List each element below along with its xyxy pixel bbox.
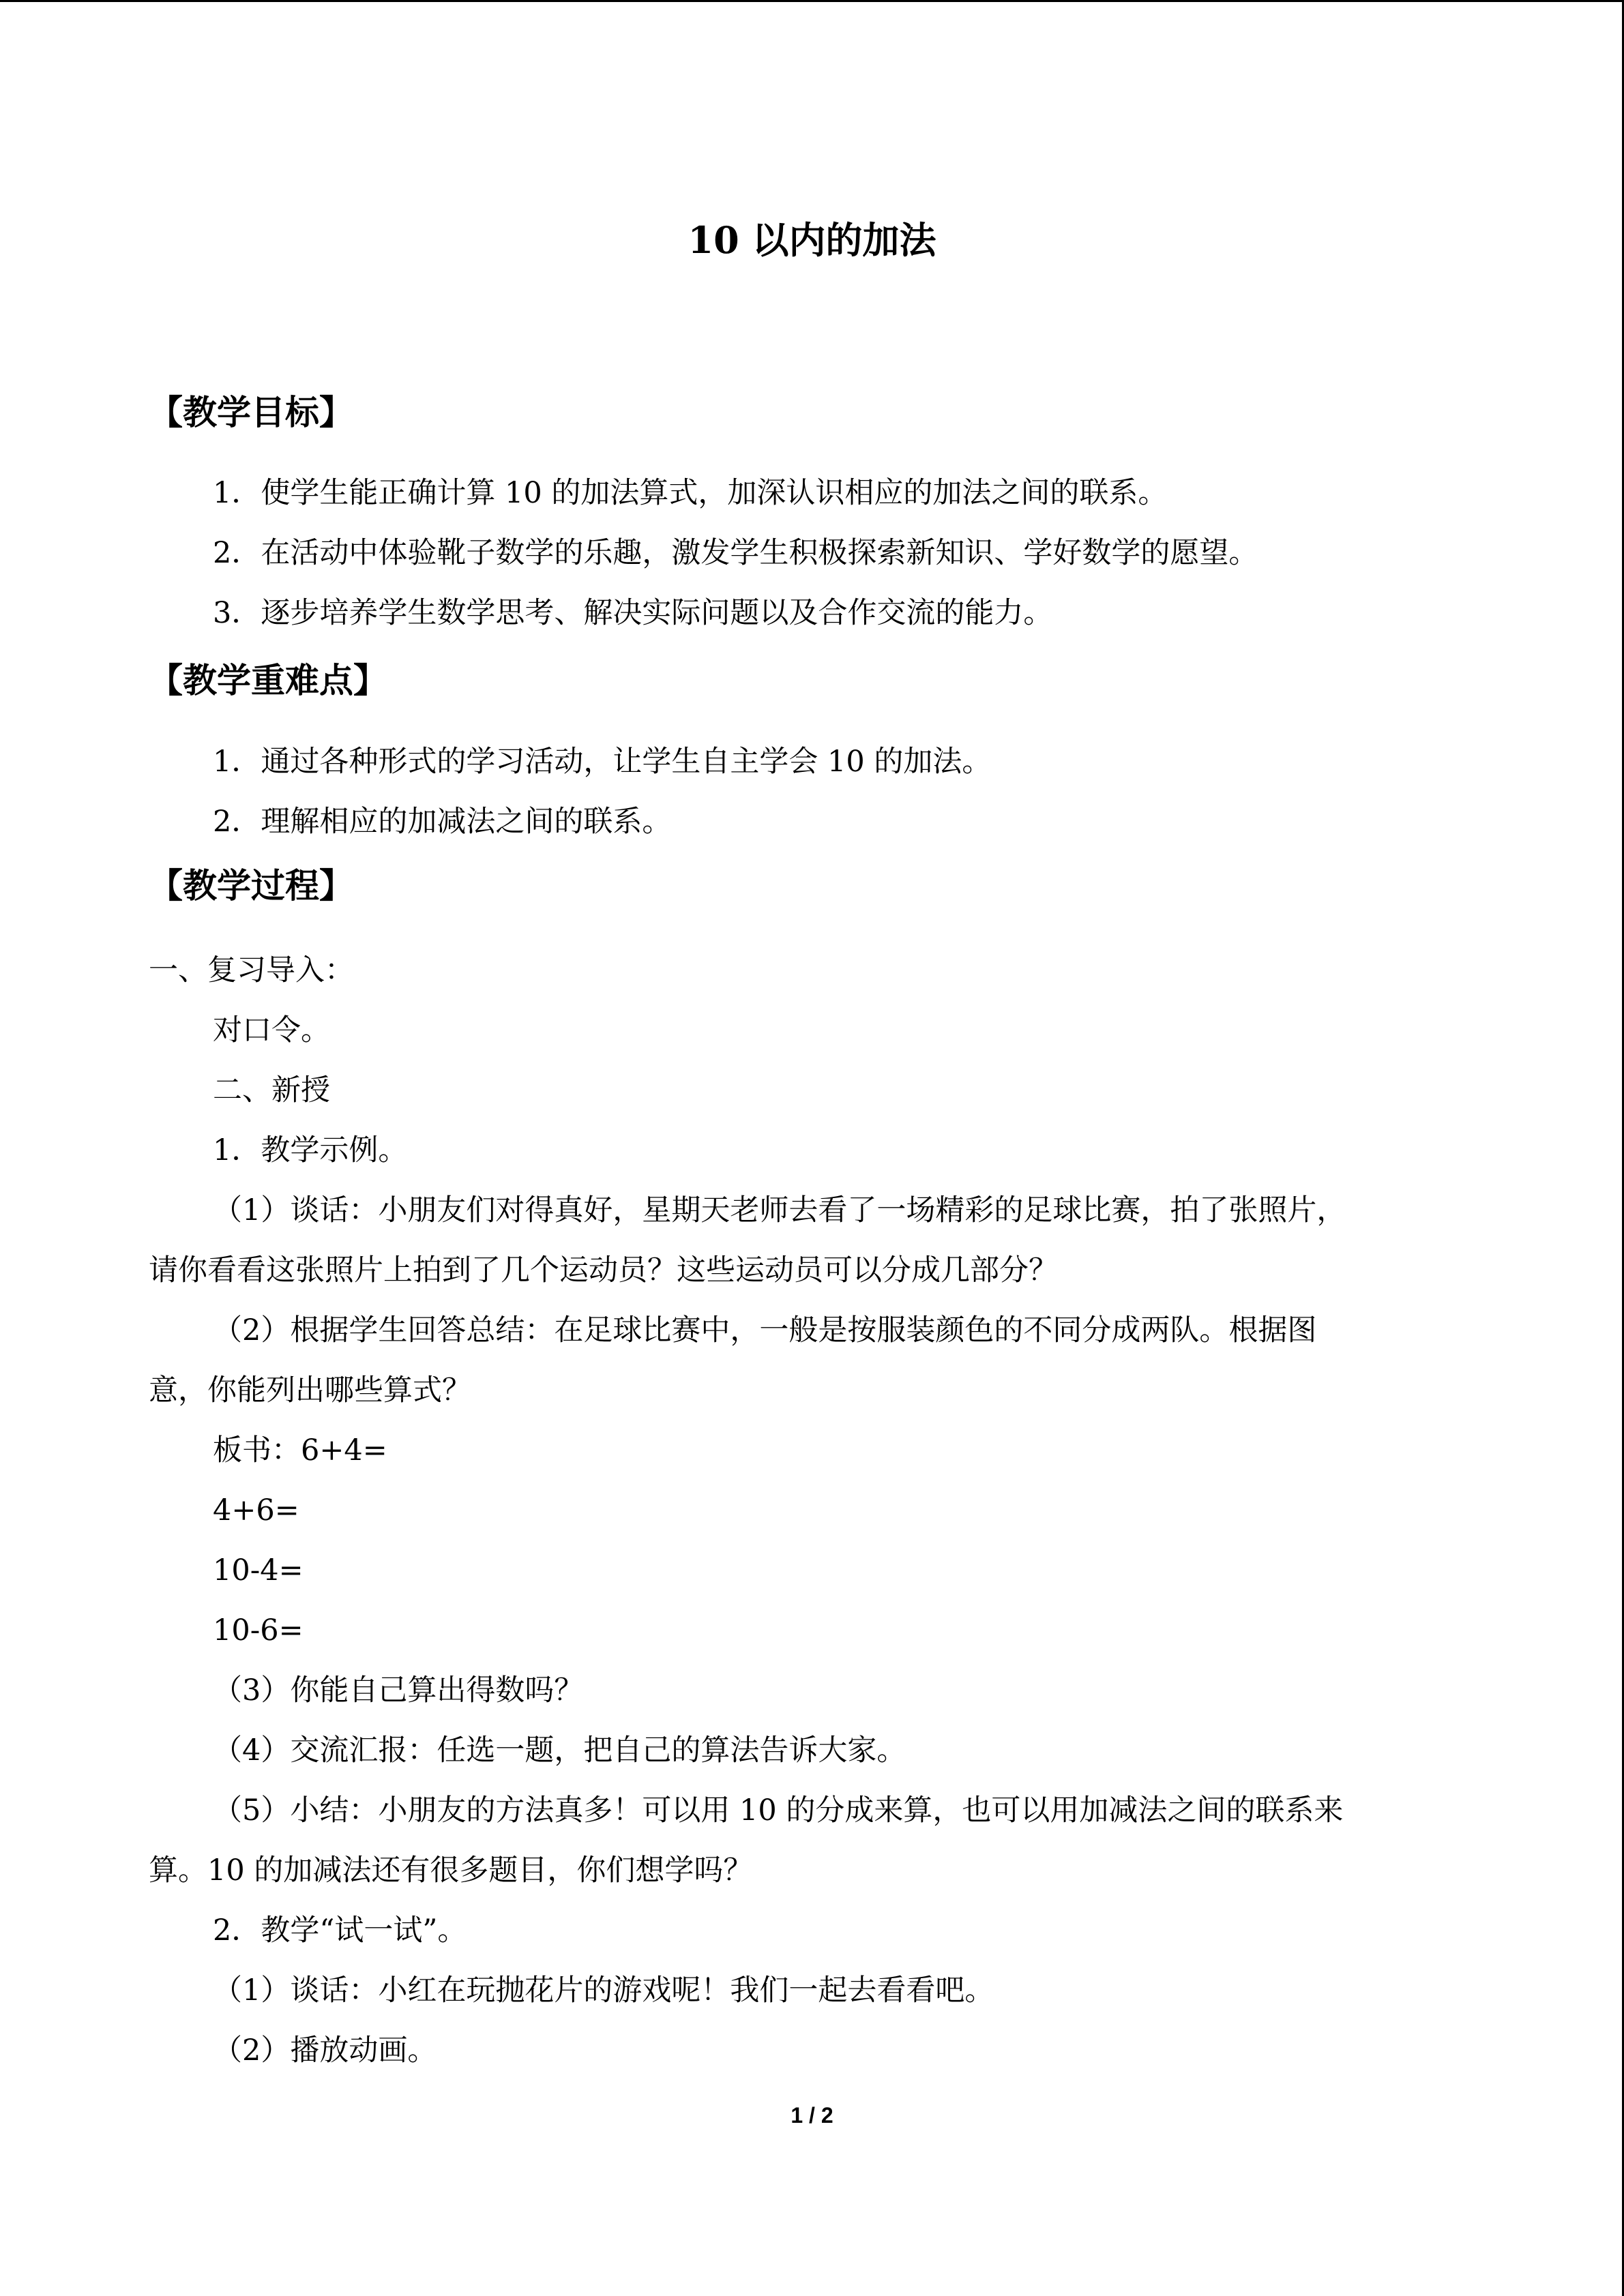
process-line: （1）谈话：小红在玩抛花片的游戏呢！我们一起去看看吧。 — [213, 1973, 994, 2008]
page-number: 1 / 2 — [791, 2103, 833, 2128]
process-line: 1．教学示例。 — [213, 1133, 408, 1167]
key-point-item: 2．理解相应的加减法之间的联系。 — [213, 805, 672, 839]
process-line: （2）根据学生回答总结：在足球比赛中，一般是按服装颜色的不同分成两队。根据图 — [213, 1313, 1317, 1347]
process-line: （5）小结：小朋友的方法真多！可以用 10 的分成来算，也可以用加减法之间的联系来 — [213, 1793, 1344, 1828]
process-line: 板书：6+4= — [213, 1433, 387, 1467]
process-line: （1）谈话：小朋友们对得真好，星期天老师去看了一场精彩的足球比赛，拍了张照片， — [213, 1193, 1346, 1227]
process-line: 10-6= — [213, 1613, 304, 1648]
objective-item: 3．逐步培养学生数学思考、解决实际问题以及合作交流的能力。 — [213, 596, 1053, 630]
section-heading-key-points: 【教学重难点】 — [149, 661, 387, 700]
process-line: 算。10 的加减法还有很多题目，你们想学吗？ — [149, 1853, 753, 1888]
process-line: （3）你能自己算出得数吗？ — [213, 1673, 584, 1708]
objective-item: 2．在活动中体验靴子数学的乐趣，激发学生积极探索新知识、学好数学的愿望。 — [213, 536, 1258, 570]
process-line: 4+6= — [213, 1493, 299, 1527]
section-heading-objectives: 【教学目标】 — [149, 393, 353, 432]
top-border-line — [0, 0, 1624, 2]
process-line: 对口令。 — [213, 1013, 330, 1047]
process-line: 2．教学“试一试”。 — [213, 1913, 467, 1948]
section-heading-process: 【教学过程】 — [149, 866, 353, 906]
process-line: 二、新授 — [213, 1073, 330, 1107]
process-line: 一、复习导入： — [149, 953, 354, 987]
process-line: 10-4= — [213, 1553, 304, 1587]
process-line: （2）播放动画。 — [213, 2033, 437, 2068]
process-line: （4）交流汇报：任选一题，把自己的算法告诉大家。 — [213, 1733, 906, 1768]
document-title: 10 以内的加法 — [688, 218, 936, 262]
key-point-item: 1．通过各种形式的学习活动，让学生自主学会 10 的加法。 — [213, 745, 992, 779]
process-line: 意，你能列出哪些算式？ — [149, 1373, 471, 1407]
process-line: 请你看看这张照片上拍到了几个运动员？这些运动员可以分成几部分？ — [149, 1253, 1058, 1287]
objective-item: 1．使学生能正确计算 10 的加法算式，加深认识相应的加法之间的联系。 — [213, 476, 1168, 510]
